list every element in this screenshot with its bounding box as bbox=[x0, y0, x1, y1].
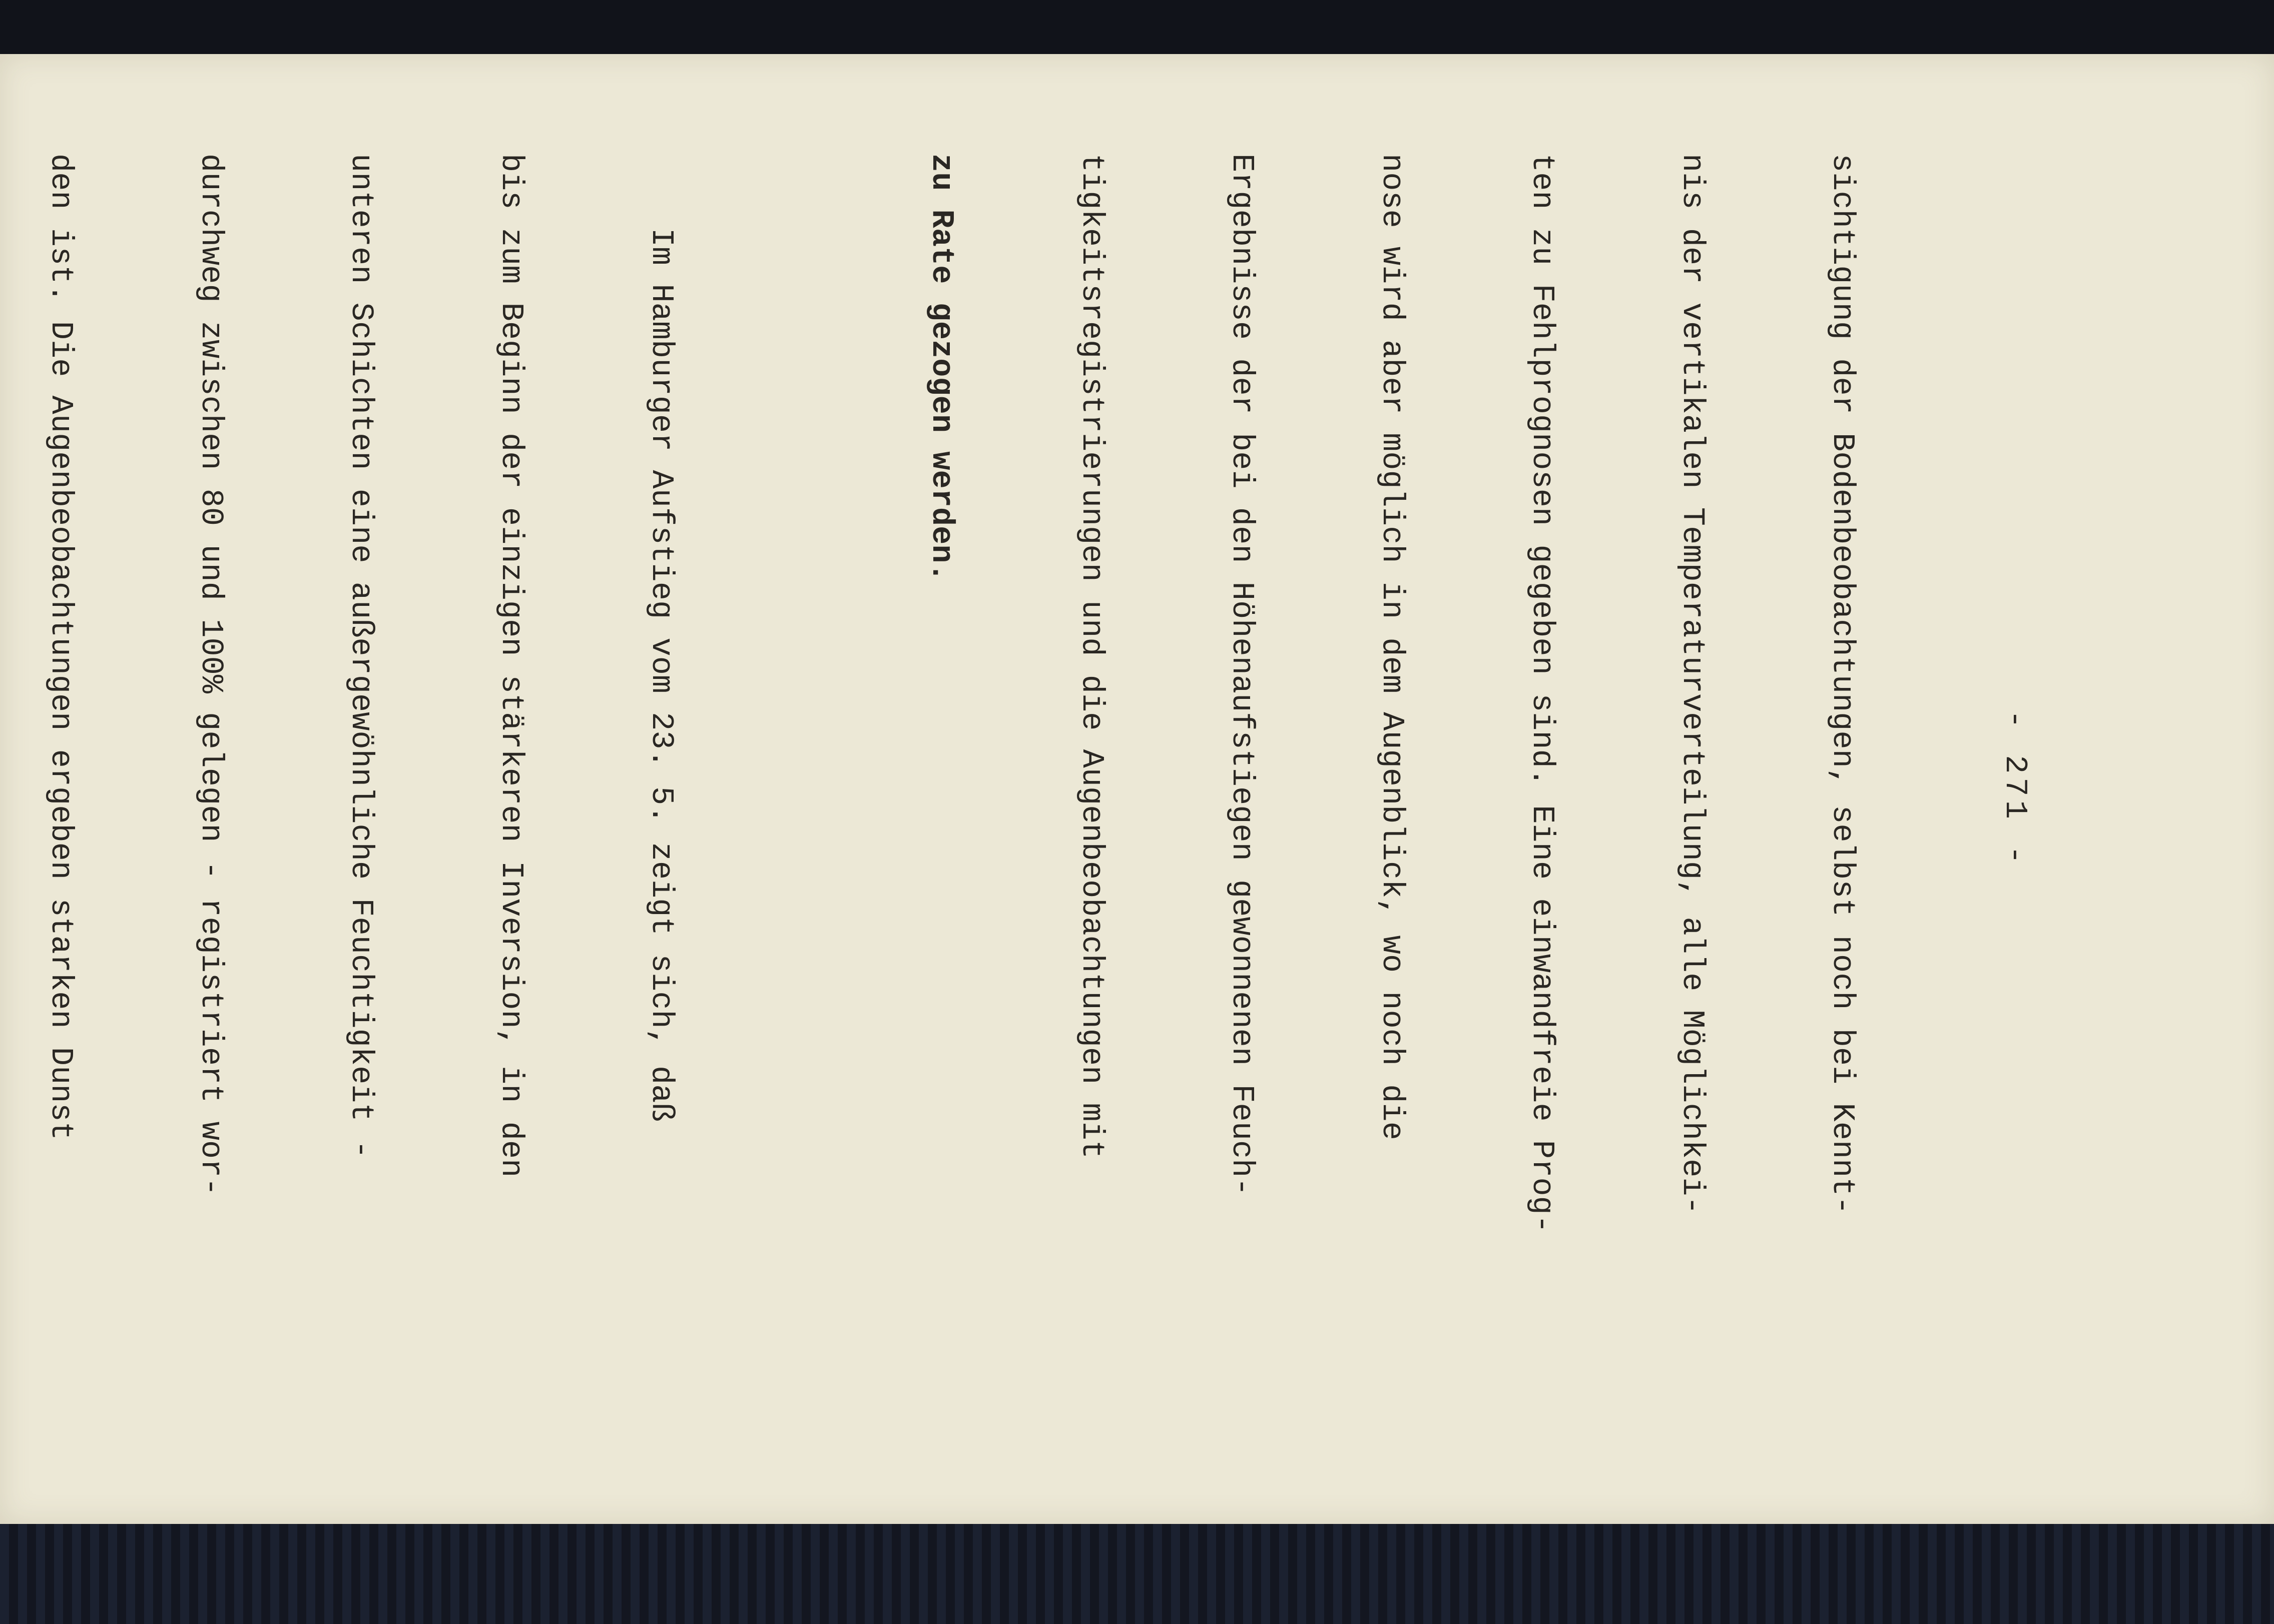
text-line: sichtigung der Bodenbeobachtungen, selbst noch bei Kennt- bbox=[1825, 154, 1860, 1215]
text-line: Im Hamburger Aufstieg vom 23. 5. zeigt sich, daß bbox=[644, 154, 679, 1122]
text-line: nis der vertikalen Temperaturverteilung, alle Möglichkei- bbox=[1674, 154, 1710, 1215]
text-line: nose wird aber möglich in dem Augenblick, wo noch die bbox=[1374, 154, 1410, 1140]
scanner-backdrop-top bbox=[0, 0, 2274, 54]
paragraph-gap bbox=[786, 154, 816, 1424]
scanner-backdrop-bottom bbox=[0, 1524, 2274, 1624]
text-line: Ergebnisse der bei den Höhenaufstiegen gewonnenen Feuch- bbox=[1224, 154, 1260, 1196]
text-line: unteren Schichten eine außergewöhnliche Feuchtigkeit - bbox=[343, 154, 379, 1159]
text-line: ten zu Fehlprognosen gegeben sind. Eine einwandfreie Prog- bbox=[1524, 154, 1560, 1233]
paragraph-2 bbox=[0, 154, 786, 1424]
text-line: bis zum Beginn der einzigen stärkeren Inversion, in den bbox=[493, 154, 529, 1178]
text-line: den ist. Die Augenbeobachtungen ergeben starken Dunst bbox=[43, 154, 79, 1140]
text-line: durchweg zwischen 80 und 100% gelegen - registriert wor- bbox=[193, 154, 229, 1196]
text-line: tigkeitsregistrierungen und die Augenbeobachtungen mit bbox=[1074, 154, 1109, 1159]
typed-page bbox=[43, 94, 2063, 1484]
paragraph-1 bbox=[816, 154, 1967, 1424]
text-line-bold: zu Rate gezogen werden. bbox=[924, 154, 959, 582]
page-number: - 271 - bbox=[1997, 709, 2033, 869]
